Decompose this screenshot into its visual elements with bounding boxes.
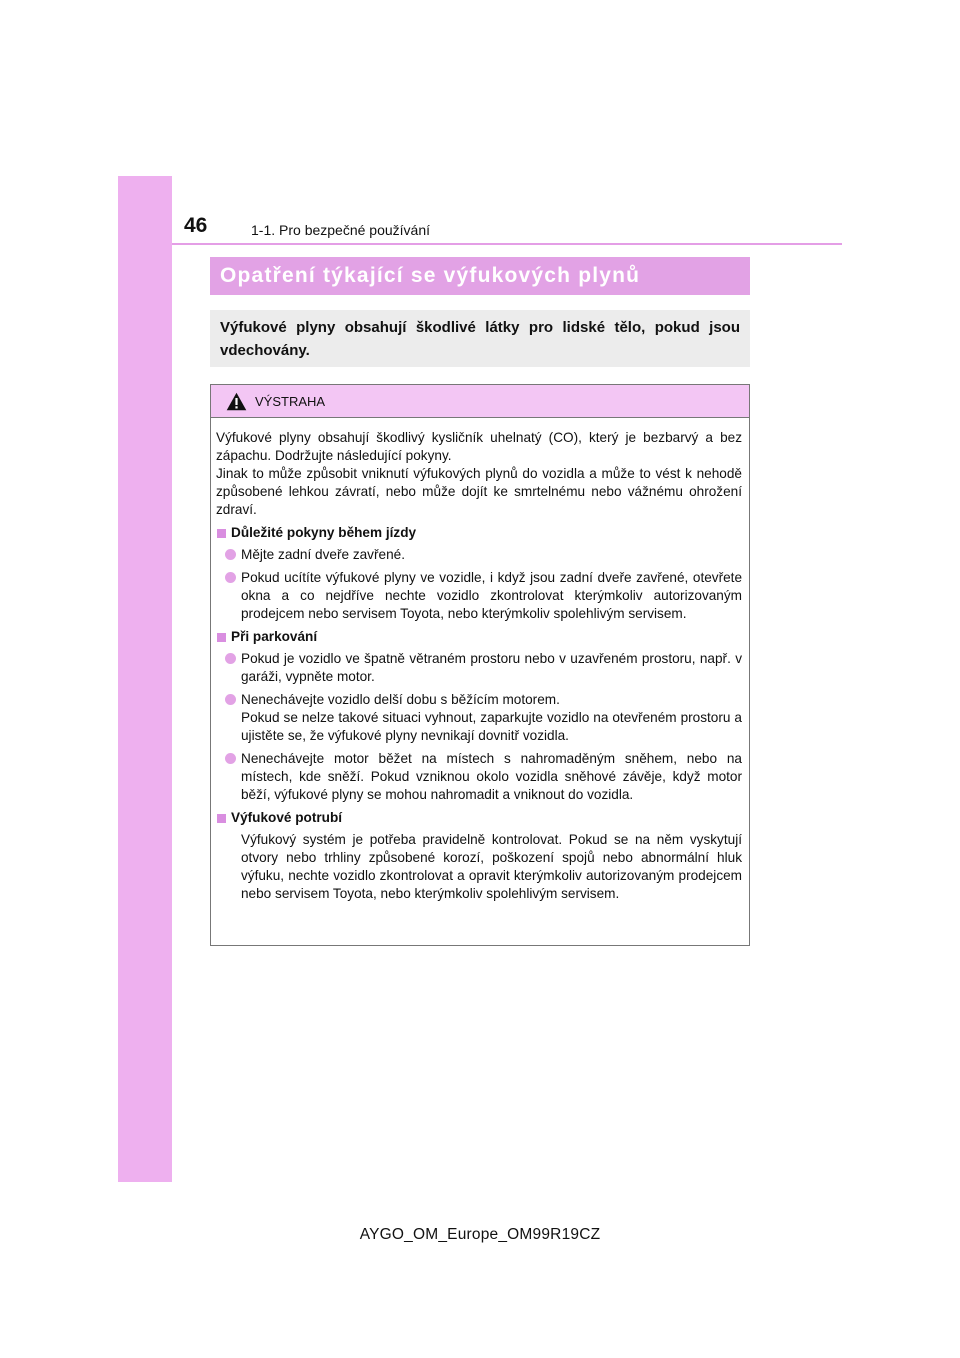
intro-box xyxy=(210,310,750,367)
list-item-text: Pokud ucítíte výfukové plyny ve vozidle, i když jsou zadní dveře zavřené, otevřete okna a co nejdříve nechte vozidlo zkontrolovat kterýmkoliv autorizovaným prodejcem nebo servisem Toyota, nebo kterýmkoliv spolehlivým servisem. xyxy=(241,570,742,621)
section-title-bar xyxy=(210,257,750,295)
circle-bullet-icon xyxy=(225,572,236,583)
chapter-title: 1-1. Pro bezpečné používání xyxy=(251,222,431,238)
circle-bullet-icon xyxy=(225,694,236,705)
list-item xyxy=(225,750,742,804)
circle-bullet-icon xyxy=(225,549,236,560)
side-color-band xyxy=(118,176,172,1182)
warning-intro-line: Jinak to může způsobit vniknutí výfukových plynů do vozidla a může to vést k nehodě způsobené lehkou závratí, nebo může dojít ke smrtelnému nebo vážnému ohrožení zdraví. xyxy=(216,466,742,517)
warning-body xyxy=(211,418,749,903)
heading-parking xyxy=(216,628,742,646)
document-code: AYGO_OM_Europe_OM99R19CZ xyxy=(359,1226,601,1243)
header-divider xyxy=(172,243,842,245)
list-item xyxy=(225,650,742,686)
list-item-text: Nenechávejte motor běžet na místech s nahromaděným sněhem, nebo na místech, kde sněží. Pokud vzniknou okolo vozidla sněhové závěje, když motor běží, výfukové plyny se mohou nahromadit a vniknout do vozidla. xyxy=(241,751,742,802)
square-bullet-icon xyxy=(217,814,226,823)
warning-triangle-icon xyxy=(226,392,247,411)
list-item-text: Mějte zadní dveře zavřené. xyxy=(241,547,405,562)
list-item-text: Pokud je vozidlo ve špatně větraném prostoru nebo v uzavřeném prostoru, např. v garáži, vypněte motor. xyxy=(241,651,742,684)
heading-text: Při parkování xyxy=(231,629,318,644)
warning-header xyxy=(211,385,749,418)
circle-bullet-icon xyxy=(225,753,236,764)
heading-driving xyxy=(216,524,742,542)
exhaust-pipe-text: Výfukový systém je potřeba pravidelně kontrolovat. Pokud se na něm vyskytují otvory nebo trhliny způsobené korozí, poškození spojů nebo abnormální hluk výfuku, nechte vozidlo zkontrolovat a opravit kterýmkoliv autorizovaným prodejcem nebo servisem Toyota, nebo kterýmkoliv spolehlivým servisem. xyxy=(241,832,742,901)
page-number: 46 xyxy=(184,214,208,237)
list-item-text: Nenechávejte vozidlo delší dobu s běžícím motorem. Pokud se nelze takové situaci vyhnout, zaparkujte vozidlo na otevřeném prostoru a ujistěte se, že výfukové plyny nevnikají dovnitř vozidla. xyxy=(241,692,742,743)
intro-text: Výfukové plyny obsahují škodlivé látky pro lidské tělo, pokud jsou vdechovány. xyxy=(220,319,740,359)
warning-intro xyxy=(216,429,742,519)
heading-text: Důležité pokyny během jízdy xyxy=(231,525,417,540)
square-bullet-icon xyxy=(217,529,226,538)
list-item xyxy=(225,691,742,745)
heading-text: Výfukové potrubí xyxy=(231,810,343,825)
warning-box xyxy=(210,384,750,946)
list-item xyxy=(225,546,742,564)
heading-exhaust-pipe xyxy=(216,809,742,827)
circle-bullet-icon xyxy=(225,653,236,664)
warning-label: VÝSTRAHA xyxy=(255,394,326,409)
section-title: Opatření týkající se výfukových plynů xyxy=(220,264,641,287)
square-bullet-icon xyxy=(217,633,226,642)
list-item xyxy=(225,569,742,623)
warning-intro-line: Výfukové plyny obsahují škodlivý kysličník uhelnatý (CO), který je bezbarvý a bez zápachu. Dodržujte následující pokyny. xyxy=(216,430,742,463)
